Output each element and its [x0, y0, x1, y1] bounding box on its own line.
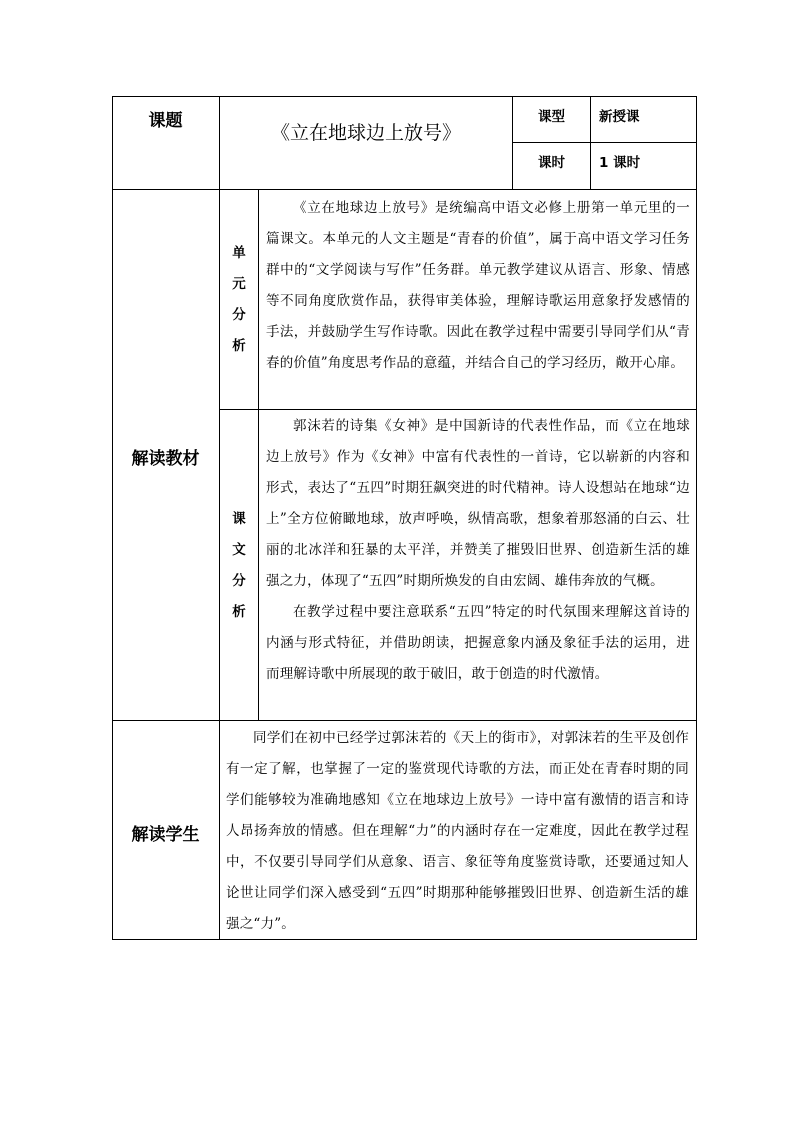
- lesson-analysis-paragraph: 郭沫若的诗集《女神》是中国新诗的代表性作品，而《立在地球边上放号》作为《女神》中富有代表性的一首诗，它以崭新的内容和形式，表达了“五四”时期狂飙突进的时代精神。诗人设想站在地球“边上”全方位俯瞰地球，放声呼唤，纵情高歌，想象着那怒涌的白云、壮丽的北冰洋和狂暴的太平洋，并赞美了摧毁旧世界、创造新生活的雄强之力，体现了“五四”时期所焕发的自由宏阔、雄伟奔放的气概。: [266, 418, 690, 589]
- column-divider: [512, 96, 513, 189]
- lesson-plan-table: [112, 96, 697, 940]
- unit-analysis-text: [266, 193, 690, 379]
- unit-analysis-label: [220, 238, 258, 362]
- lesson-analysis-text: [266, 411, 690, 690]
- students-analysis-text: [226, 723, 689, 940]
- unit-label-char: 析: [232, 338, 246, 354]
- lesson-label-char: 课: [232, 511, 246, 527]
- table-border-top: [112, 96, 697, 97]
- table-border-right: [696, 96, 697, 940]
- table-border-left: [112, 96, 113, 940]
- students-analysis-paragraph: 同学们在初中已经学过郭沫若的《天上的街市》，对郭沫若的生平及创作有一定了解，也掌握了一定的鉴赏现代诗歌的方法，而正处在青春时期的同学们能够较为准确地感知《立在地球边上放号》一诗中富有激情的语言和诗人昂扬奔放的情感。但在理解“力”的内涵时存在一定难度，因此在教学过程中，不仅要引导同学们从意象、语言、象征等角度鉴赏诗歌，还要通过知人论世让同学们深入感受到“五四”时期那种能够摧毁旧世界、创造新生活的雄强之“力”。: [226, 730, 689, 932]
- class-hours-label: 课时: [538, 155, 565, 171]
- unit-label-char: 单: [232, 245, 246, 261]
- column-divider: [258, 189, 259, 720]
- class-hours-value: 1 课时: [599, 155, 641, 171]
- lesson-label-char: 析: [232, 604, 246, 620]
- lesson-type-value: 新授课: [599, 109, 640, 125]
- textbook-section-label: 解读教材: [131, 449, 200, 469]
- students-section-label: 解读学生: [131, 825, 200, 845]
- row-divider: [112, 720, 697, 721]
- unit-label-char: 分: [232, 307, 246, 323]
- unit-label-char: 元: [232, 276, 246, 292]
- lesson-type-label: 课型: [538, 109, 565, 125]
- unit-analysis-paragraph: 《立在地球边上放号》是统编高中语文必修上册第一单元里的一篇课文。本单元的人文主题是“青春的价值”，属于高中语文学习任务群中的“文学阅读与写作”任务群。单元教学建议从语言、形象、情感等不同角度欣赏作品，获得审美体验，理解诗歌运用意象抒发感情的手法，并鼓励学生写作诗歌。因此在教学过程中需要引导同学们从“青春的价值”角度思考作品的意蕴，并结合自己的学习经历，敞开心扉。: [266, 200, 690, 371]
- topic-title: 《立在地球边上放号》: [270, 122, 461, 144]
- lesson-label-char: 分: [232, 573, 246, 589]
- row-divider: [512, 142, 697, 143]
- row-divider: [112, 189, 697, 190]
- row-divider: [219, 409, 697, 410]
- topic-label: 课题: [148, 111, 183, 131]
- lesson-label-char: 文: [232, 542, 246, 558]
- lesson-analysis-label: [220, 504, 258, 628]
- lesson-analysis-paragraph: 在教学过程中要注意联系“五四”特定的时代氛围来理解这首诗的内涵与形式特征，并借助朗读，把握意象内涵及象征手法的运用，进而理解诗歌中所展现的敢于破旧，敢于创造的时代激情。: [266, 604, 690, 682]
- column-divider: [590, 96, 591, 189]
